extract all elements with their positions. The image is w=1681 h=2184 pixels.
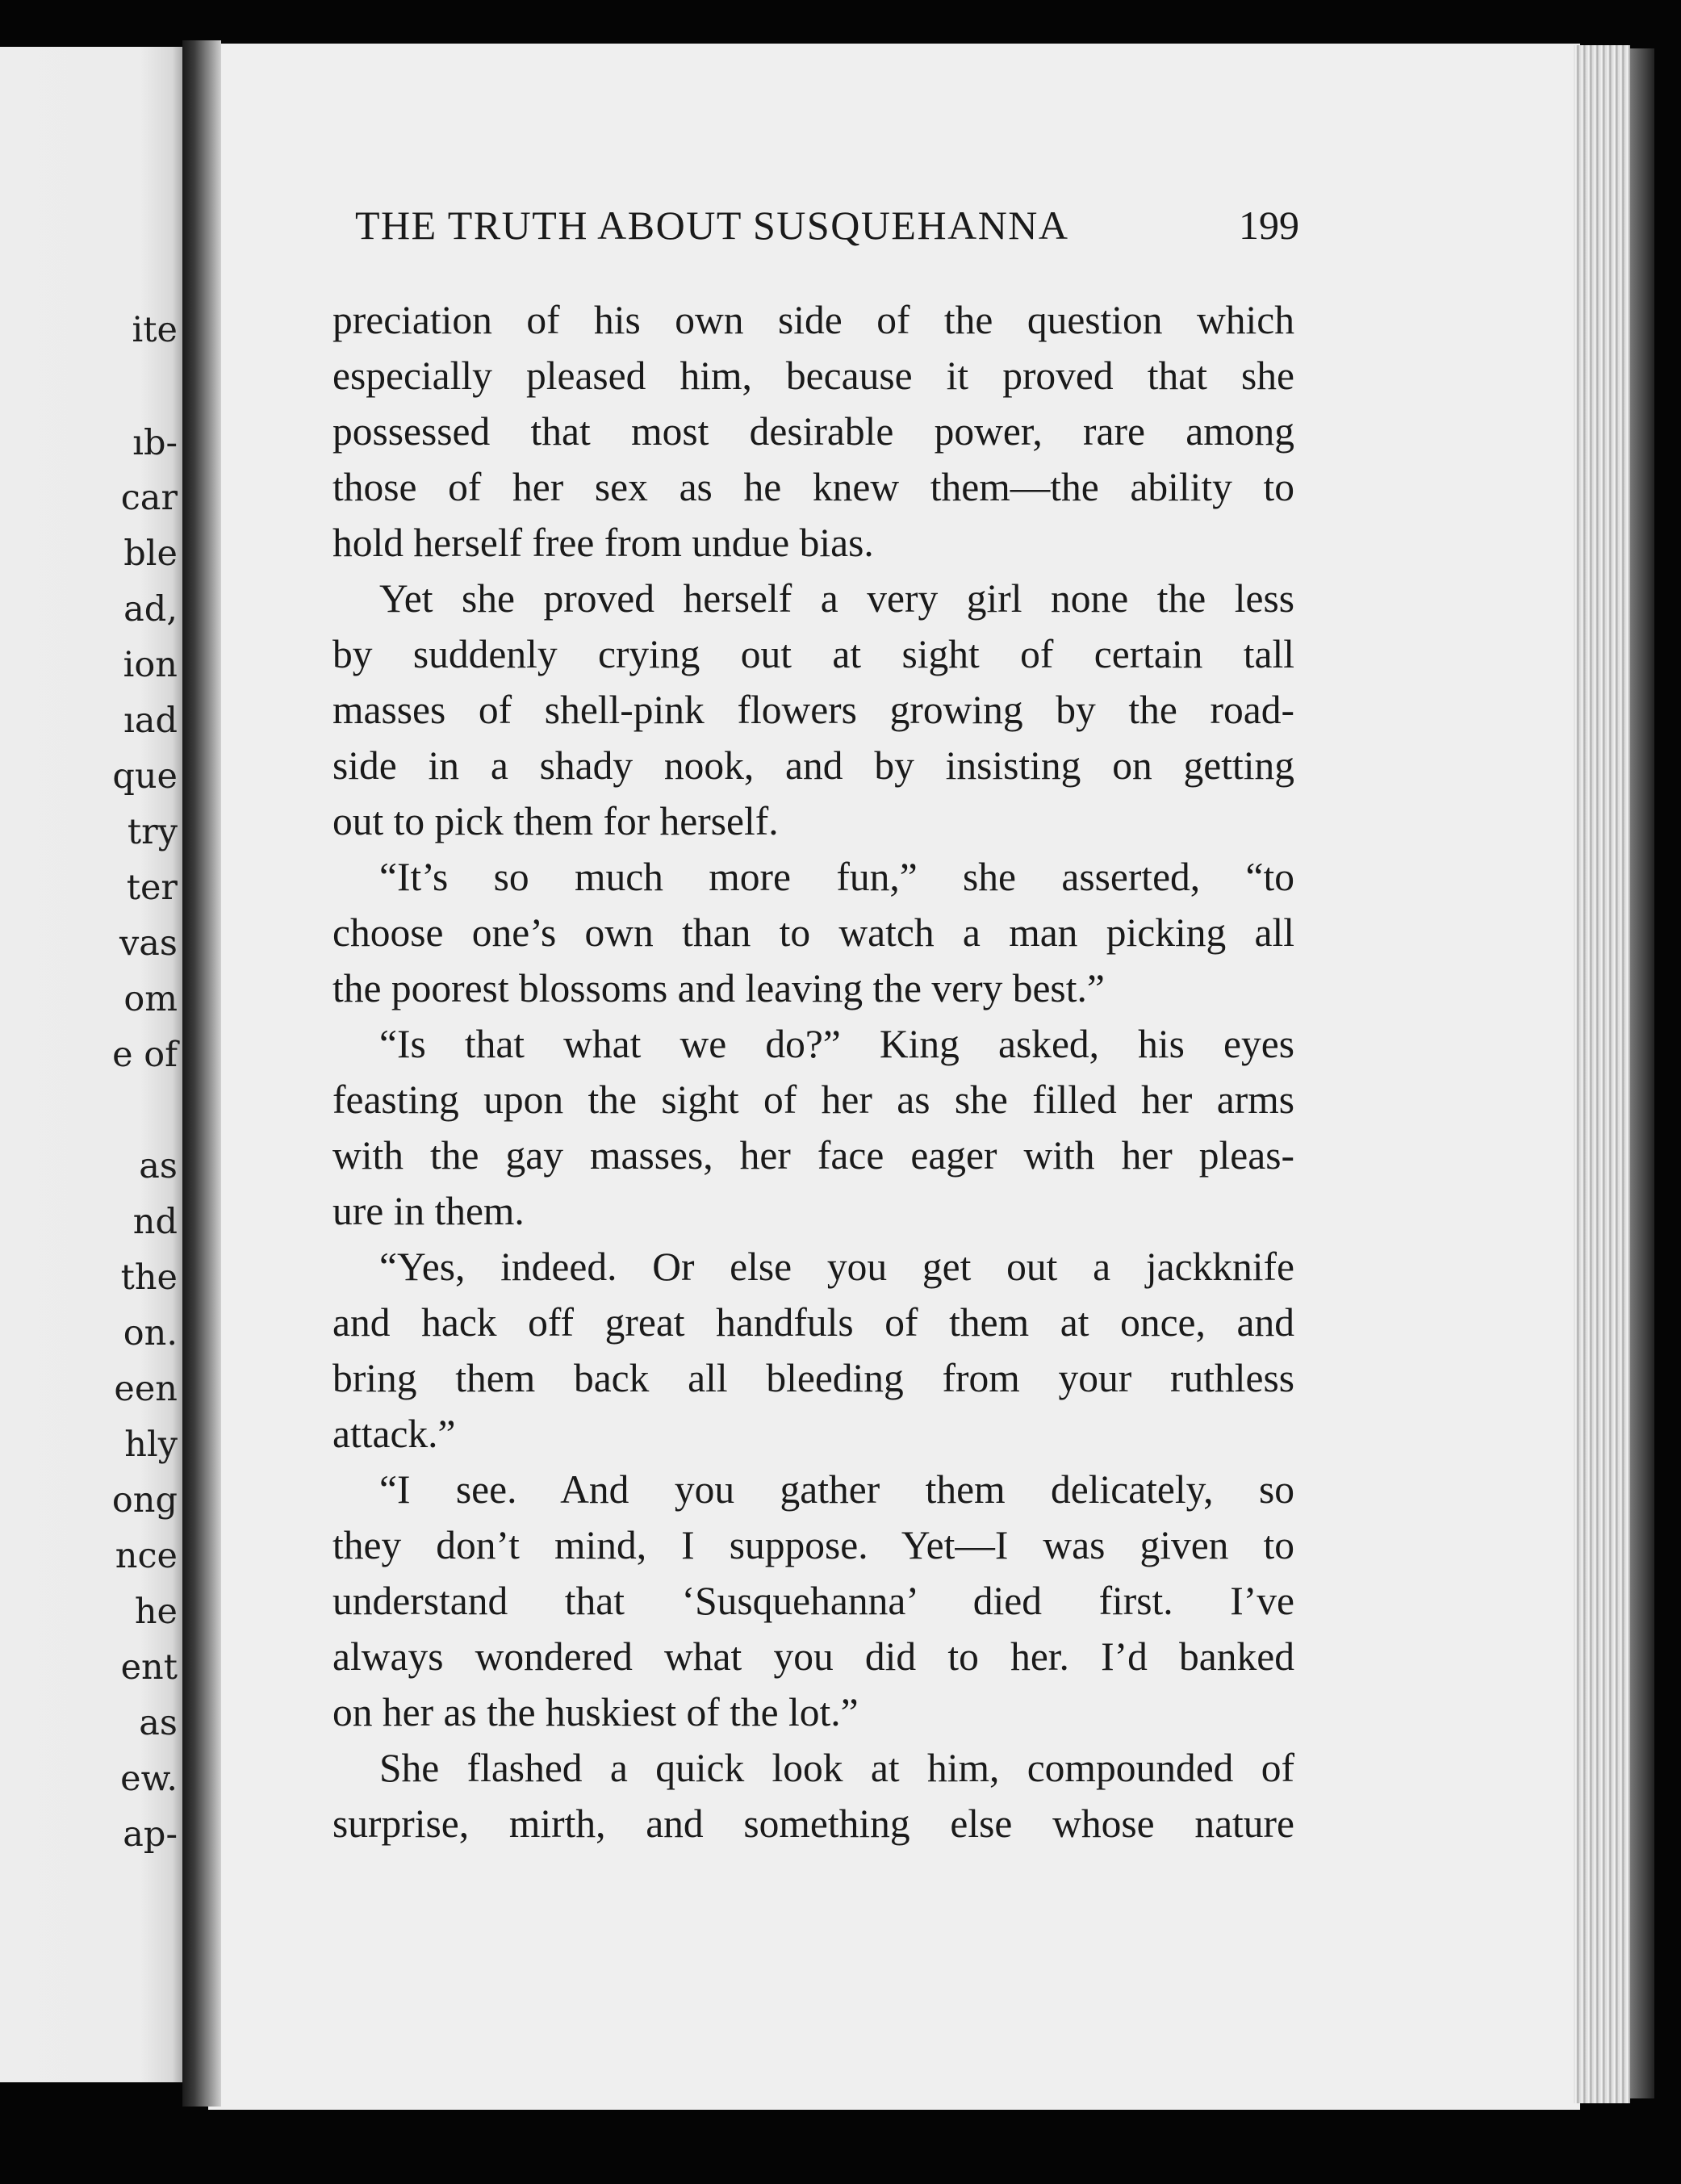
text-line: “It’s so much more fun,” she asserted, “to [379, 855, 1294, 899]
previous-page-line-fragment: as [139, 1146, 178, 1186]
text-line: Yet she proved herself a very girl none the less [379, 576, 1294, 621]
previous-page-line-fragment: ap- [123, 1814, 178, 1855]
text-line: masses of shell-pink flowers growing by the road- [332, 688, 1294, 732]
previous-page-line-fragment: ter [126, 868, 178, 908]
previous-page-line-fragment: try [127, 812, 178, 852]
text-line: attack.” [332, 1412, 456, 1456]
previous-page-line-fragment: vas [119, 923, 178, 964]
previous-page-line-fragment: ite [132, 310, 178, 350]
previous-page-line-fragment: om [123, 979, 178, 1019]
text-line: especially pleased him, because it proved that she [332, 354, 1294, 398]
previous-page-line-fragment: ıad [123, 701, 178, 741]
text-line: hold herself free from undue bias. [332, 521, 874, 565]
previous-page-line-fragment: ew. [120, 1759, 178, 1799]
previous-page-line-fragment: as [139, 1703, 178, 1743]
book-gutter-shadow [182, 40, 221, 2107]
previous-page-line-fragment: hly [124, 1425, 178, 1465]
previous-page-line-fragment: ong [111, 1480, 178, 1521]
page-number: 199 [1239, 203, 1299, 248]
text-line: always wondered what you did to her. I’d banked [332, 1634, 1294, 1679]
previous-page-line-fragment: ıb- [132, 423, 178, 463]
text-line: “I see. And you gather them delicately, so [379, 1467, 1294, 1512]
text-line: bring them back all bleeding from your ruthless [332, 1356, 1294, 1400]
text-line: with the gay masses, her face eager with her pleas- [332, 1133, 1294, 1178]
text-line: understand that ‘Susquehanna’ died first. I’ve [332, 1579, 1294, 1623]
previous-page-line-fragment: on. [123, 1313, 178, 1353]
text-line: preciation of his own side of the question which [332, 298, 1294, 342]
text-line: ure in them. [332, 1189, 525, 1233]
body-text [332, 292, 1294, 1851]
text-line: those of her sex as he knew them—the ability to [332, 465, 1294, 509]
text-line: out to pick them for herself. [332, 799, 779, 843]
text-line: they don’t mind, I suppose. Yet—I was given to [332, 1523, 1294, 1567]
previous-page-line-fragment: e of [112, 1035, 178, 1075]
running-header-title: THE TRUTH ABOUT SUSQUEHANNA [355, 203, 1069, 248]
running-header [355, 202, 1299, 266]
page-edge-stack [1574, 45, 1630, 2103]
previous-page-line-fragment: een [114, 1369, 178, 1409]
previous-page-line-fragment: ent [120, 1647, 178, 1688]
text-line: “Yes, indeed. Or else you get out a jackknife [379, 1245, 1294, 1289]
previous-page-line-fragment: ion [123, 645, 178, 685]
text-line: the poorest blossoms and leaving the very best.” [332, 966, 1105, 1010]
text-line: and hack off great handfuls of them at once, and [332, 1300, 1294, 1345]
previous-page-line-fragment: que [112, 756, 178, 797]
previous-page-line-fragment: he [134, 1592, 178, 1632]
text-line: surprise, mirth, and something else whose nature [332, 1801, 1294, 1846]
text-line: side in a shady nook, and by insisting on getting [332, 743, 1294, 788]
previous-page-line-fragment: nd [132, 1202, 178, 1242]
previous-page-edge [0, 47, 187, 2082]
text-line: on her as the huskiest of the lot.” [332, 1690, 859, 1734]
text-line: She flashed a quick look at him, compounded of [379, 1746, 1294, 1790]
previous-page-line-fragment: ad, [123, 589, 178, 630]
previous-page-line-fragment: ble [123, 533, 178, 574]
previous-page-line-fragment: nce [115, 1536, 178, 1576]
page-edge-shadow [1630, 48, 1654, 2098]
text-line: “Is that what we do?” King asked, his eyes [379, 1022, 1294, 1066]
text-line: possessed that most desirable power, rare among [332, 409, 1294, 454]
previous-page-line-fragment: car [120, 478, 178, 518]
text-line: feasting upon the sight of her as she filled her arms [332, 1077, 1294, 1122]
text-line: choose one’s own than to watch a man picking all [332, 910, 1294, 955]
text-line: by suddenly crying out at sight of certain tall [332, 632, 1294, 676]
previous-page-line-fragment: the [120, 1257, 178, 1298]
